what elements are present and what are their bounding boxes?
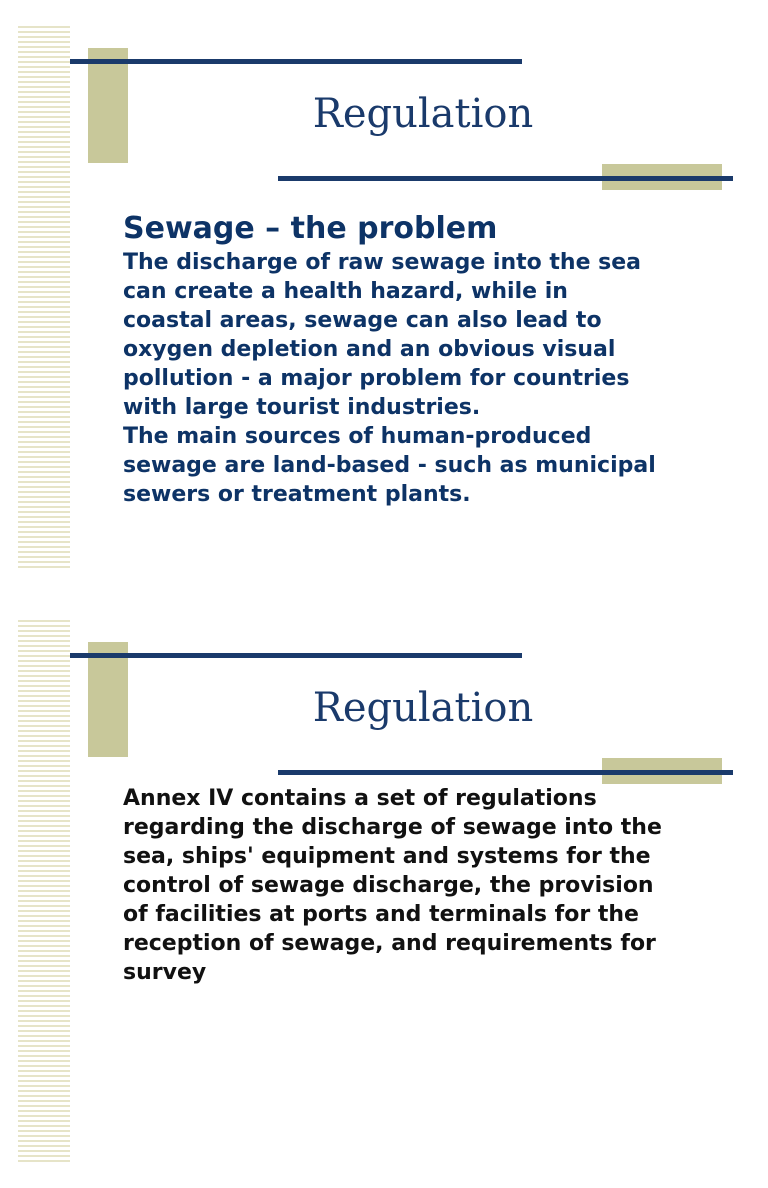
body-paragraph: The main sources of human-produced sewage are land-based - such as municipal sewers or treatment plants.: [123, 424, 656, 507]
slide-body: [123, 784, 663, 987]
title-rule-bottom: [278, 176, 733, 181]
slide-heading: Sewage – the problem: [123, 211, 498, 246]
decorative-stripes: [18, 620, 70, 1164]
slide-2: [0, 594, 768, 1188]
slide-title: Regulation: [312, 685, 534, 731]
title-rule-top: [70, 59, 522, 64]
body-paragraph: The discharge of raw sewage into the sea can create a health hazard, while in coastal areas, sewage can also lead to oxygen depletion and an obvious visual pollution - a major problem for countries with large tourist industries.: [123, 250, 642, 420]
title-rule-bottom: [278, 770, 733, 775]
slide-title: Regulation: [312, 91, 534, 137]
decorative-square-left: [88, 642, 128, 757]
decorative-square-left: [88, 48, 128, 163]
title-rule-top: [70, 653, 522, 658]
decorative-stripes: [18, 26, 70, 570]
slide-body: [123, 210, 663, 509]
body-paragraph: Annex IV contains a set of regulations regarding the discharge of sewage into the sea, ships' equipment and systems for the control of sewage discharge, the provision of facilities at ports and terminals for the reception of sewage, and requirements for survey: [123, 786, 662, 985]
